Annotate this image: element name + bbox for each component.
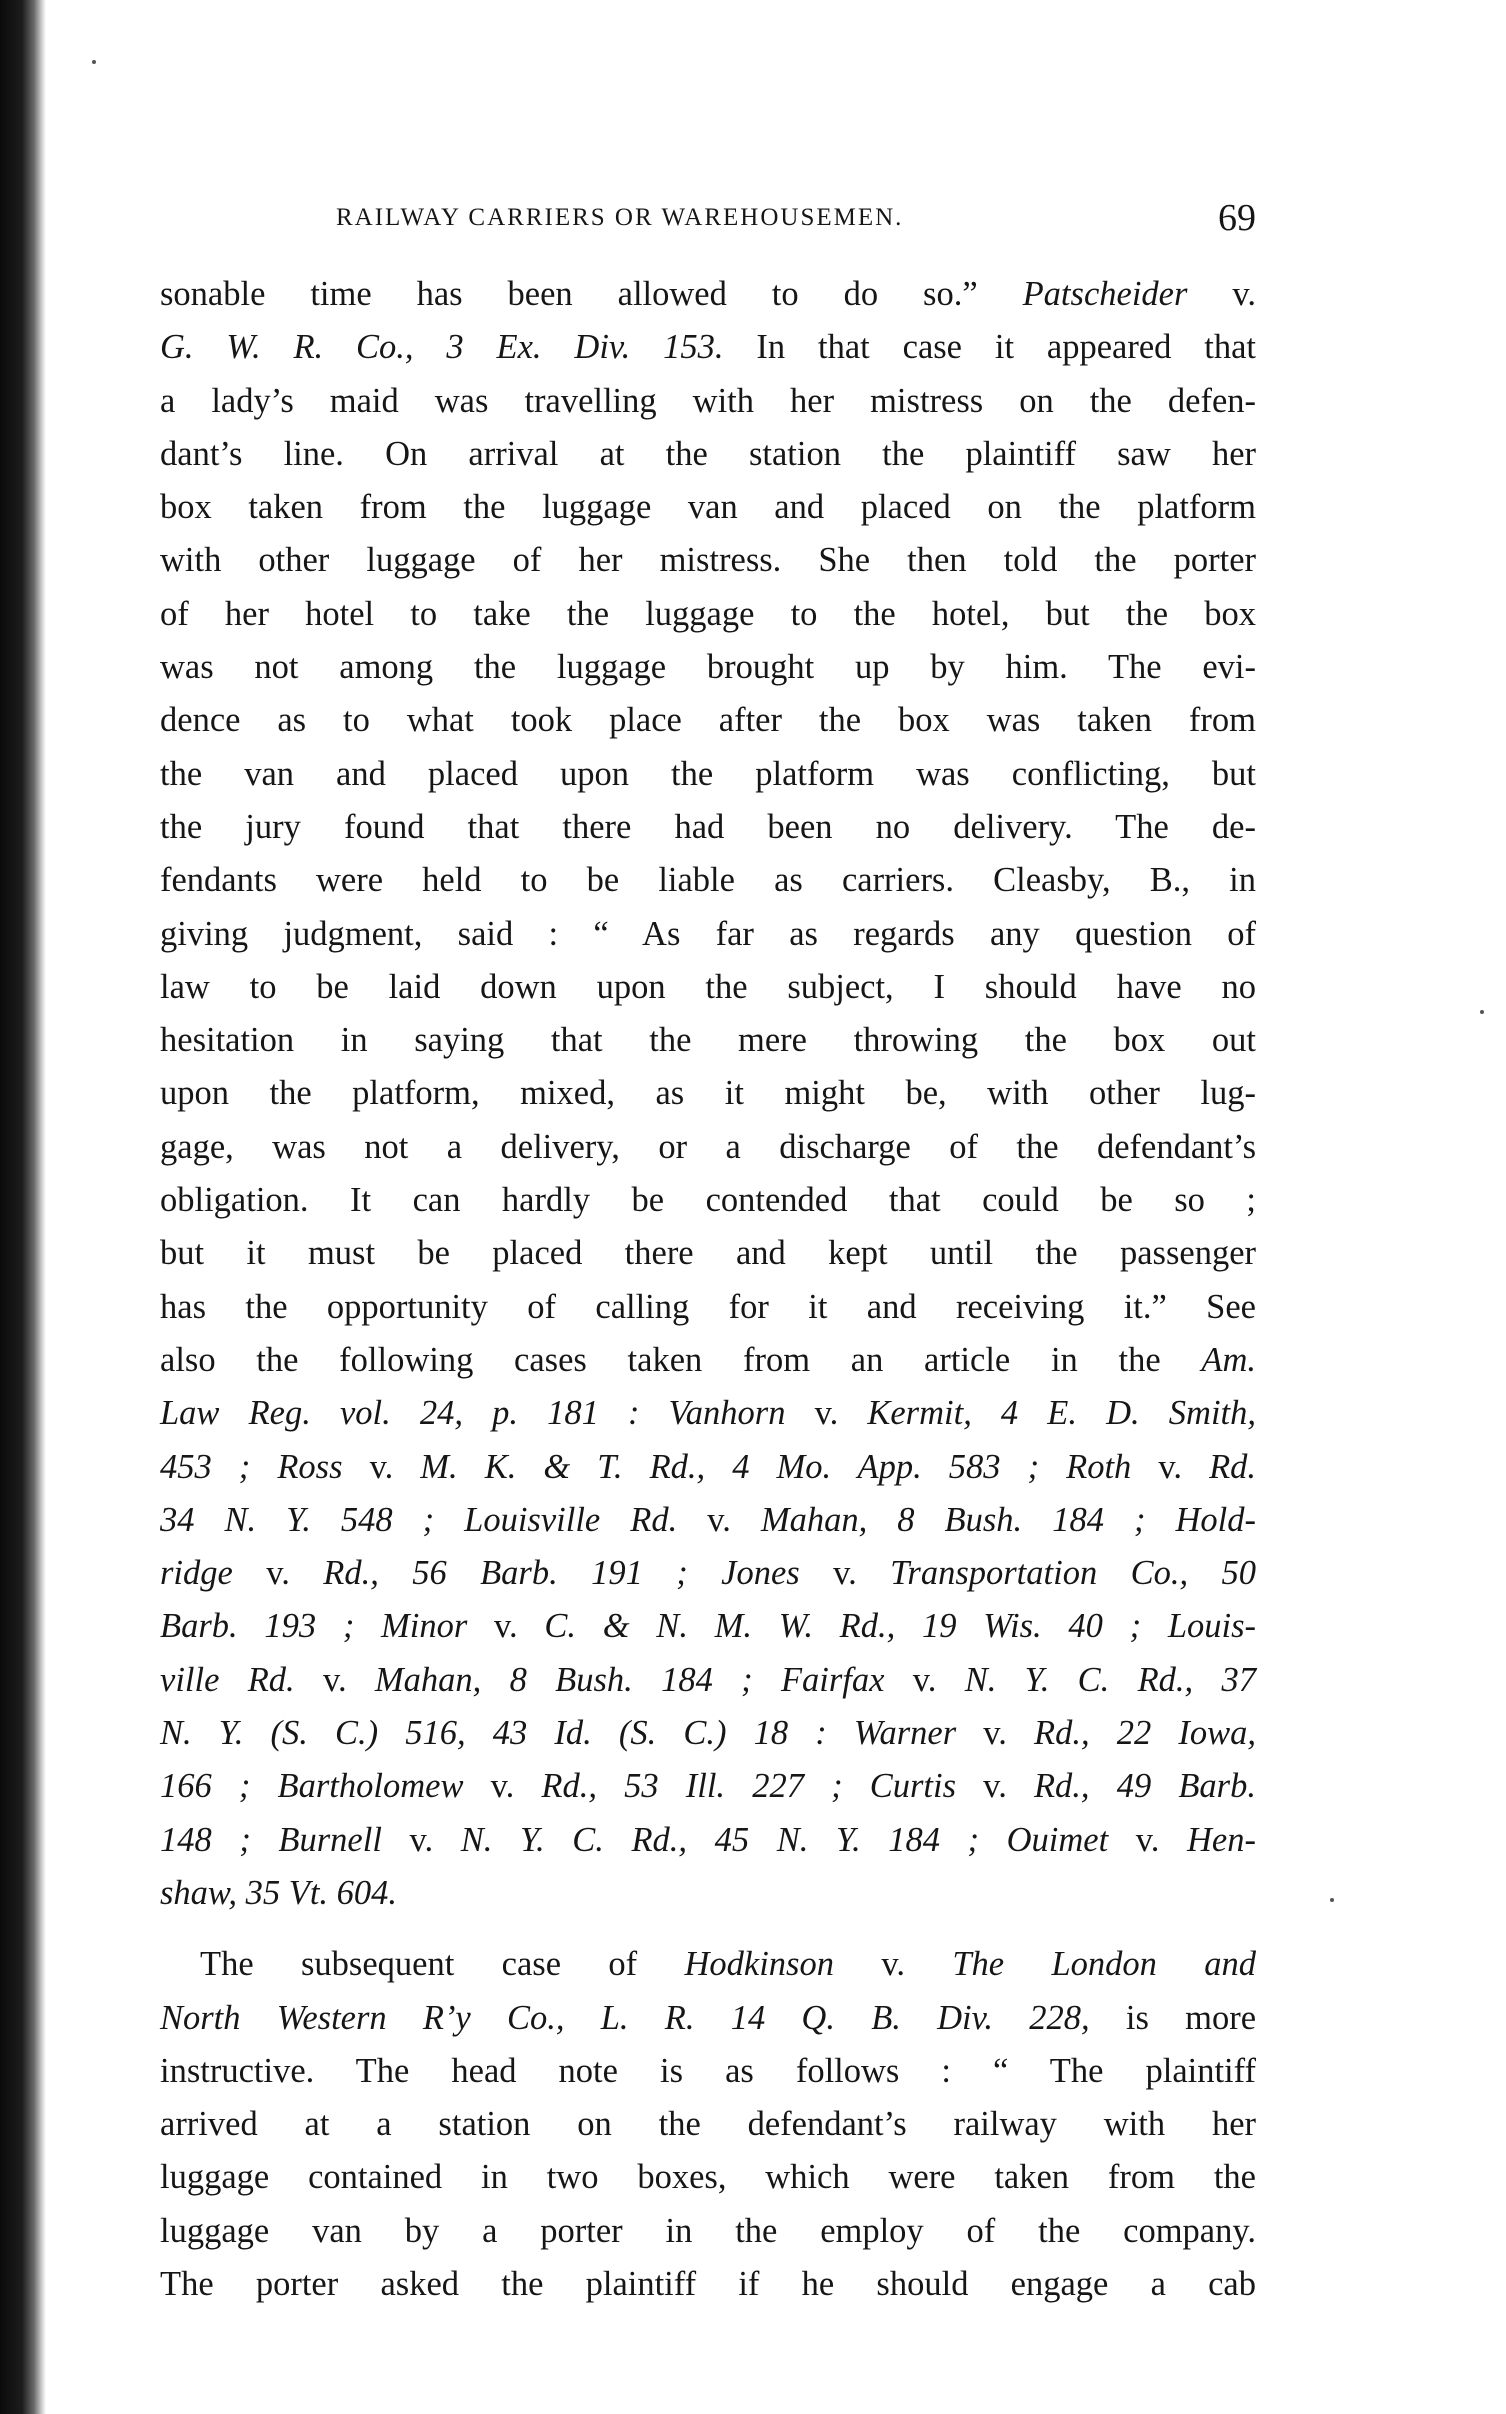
text-segment: luggage van by a porter in the employ of the company. bbox=[160, 2211, 1256, 2250]
paragraph bbox=[160, 1938, 1256, 2311]
text-segment: also the following cases taken from an article in the bbox=[160, 1340, 1202, 1379]
text-segment: v. bbox=[342, 1447, 421, 1486]
italic-citation: Rd. bbox=[1209, 1447, 1257, 1486]
text-line bbox=[160, 1707, 1256, 1760]
text-line bbox=[160, 481, 1256, 534]
text-line bbox=[160, 1067, 1256, 1120]
paragraph-gap bbox=[160, 1920, 1256, 1938]
italic-citation: Rd., 56 Barb. 191 ; Jones bbox=[323, 1554, 800, 1593]
text-line bbox=[160, 1547, 1256, 1600]
text-segment: gage, was not a delivery, or a discharge of the defendant’s bbox=[160, 1127, 1256, 1166]
italic-citation: Mahan, 8 Bush. 184 ; Hold- bbox=[760, 1500, 1256, 1539]
italic-citation: ville Rd. bbox=[160, 1660, 295, 1699]
italic-citation: 148 ; Burnell bbox=[160, 1820, 382, 1859]
italic-citation: N. Y. (S. C.) 516, 43 Id. (S. C.) 18 : Warner bbox=[160, 1714, 957, 1753]
text-segment: v. bbox=[956, 1714, 1035, 1753]
text-segment: hesitation in saying that the mere throwing the box out bbox=[160, 1021, 1256, 1060]
page-header bbox=[336, 196, 1256, 246]
italic-citation: C. & N. M. W. Rd., 19 Wis. 40 ; Louis- bbox=[544, 1607, 1257, 1646]
text-segment: upon the platform, mixed, as it might be, with other lug- bbox=[160, 1074, 1256, 1113]
paper-speck bbox=[1330, 1898, 1334, 1902]
text-segment: law to be laid down upon the subject, I should have no bbox=[160, 967, 1256, 1006]
paper-speck bbox=[1480, 1010, 1484, 1014]
italic-citation: ridge bbox=[160, 1554, 233, 1593]
italic-citation: 453 ; Ross bbox=[160, 1447, 343, 1486]
text-segment: v. bbox=[799, 1554, 891, 1593]
italic-citation: Patscheider bbox=[1022, 275, 1188, 313]
text-segment: is more bbox=[1089, 1998, 1257, 2037]
text-segment: arrived at a station on the defendant’s railway with her bbox=[160, 2105, 1256, 2144]
text-segment: instructive. The head note is as follows : “ The plaintiff bbox=[160, 2051, 1256, 2090]
text-segment: was not among the luggage brought up by him. The evi- bbox=[160, 648, 1256, 687]
text-line bbox=[160, 1867, 1256, 1920]
text-segment: sonable time has been allowed to do so.” bbox=[160, 275, 1023, 313]
italic-citation: The London and bbox=[952, 1945, 1256, 1984]
text-line bbox=[160, 321, 1256, 374]
italic-citation: 34 N. Y. 548 ; Louisville Rd. bbox=[160, 1500, 678, 1539]
text-segment: v. bbox=[294, 1660, 375, 1699]
text-segment: with other luggage of her mistress. She then told the porter bbox=[160, 541, 1256, 580]
text-segment: luggage contained in two boxes, which were taken from the bbox=[160, 2158, 1256, 2197]
page-number: 69 bbox=[1218, 197, 1256, 239]
text-segment: v. bbox=[956, 1767, 1034, 1806]
italic-citation: Rd., 22 Iowa, bbox=[1034, 1714, 1257, 1753]
text-segment: v. bbox=[1131, 1447, 1210, 1486]
text-segment: v. bbox=[381, 1820, 461, 1859]
italic-citation: 166 ; Bartholomew bbox=[160, 1767, 464, 1806]
paper-speck bbox=[92, 60, 96, 64]
text-line bbox=[160, 1174, 1256, 1227]
text-line bbox=[160, 268, 1256, 321]
text-segment: v. bbox=[833, 1945, 953, 1984]
text-segment: v. bbox=[1108, 1820, 1188, 1859]
italic-citation: G. W. R. Co., 3 Ex. Div. 153. bbox=[160, 328, 724, 367]
text-segment: In that case it appeared that bbox=[723, 328, 1256, 367]
text-line bbox=[160, 2258, 1256, 2311]
text-line bbox=[160, 694, 1256, 747]
text-segment: but it must be placed there and kept until the passenger bbox=[160, 1234, 1256, 1273]
italic-citation: Transportation Co., 50 bbox=[890, 1554, 1256, 1593]
paragraph bbox=[160, 268, 1256, 1920]
text-line bbox=[160, 1600, 1256, 1653]
italic-citation: Law Reg. vol. 24, p. 181 : Vanhorn bbox=[160, 1394, 786, 1433]
text-segment: box taken from the luggage van and placed on the platform bbox=[160, 488, 1256, 527]
italic-citation: Am. bbox=[1201, 1340, 1256, 1379]
italic-citation: Rd., 49 Barb. bbox=[1033, 1767, 1256, 1806]
text-segment: dence as to what took place after the box was taken from bbox=[160, 701, 1256, 740]
italic-citation: N. Y. C. Rd., 37 bbox=[964, 1660, 1256, 1699]
text-line bbox=[160, 748, 1256, 801]
book-spine-shadow bbox=[0, 0, 46, 2414]
text-line bbox=[160, 1441, 1256, 1494]
italic-citation: M. K. & T. Rd., 4 Mo. App. 583 ; Roth bbox=[420, 1447, 1132, 1486]
text-line bbox=[160, 588, 1256, 641]
text-line bbox=[160, 2205, 1256, 2258]
text-segment: v. bbox=[463, 1767, 542, 1806]
italic-citation: Barb. 193 ; Minor bbox=[160, 1607, 468, 1646]
text-segment: v. bbox=[884, 1660, 965, 1699]
text-segment: v. bbox=[1187, 275, 1256, 313]
italic-citation: N. Y. C. Rd., 45 N. Y. 184 ; Ouimet bbox=[460, 1820, 1109, 1859]
text-segment: has the opportunity of calling for it and receiving it.” See bbox=[160, 1287, 1256, 1326]
text-line bbox=[160, 534, 1256, 587]
text-segment: v. bbox=[785, 1394, 868, 1433]
text-line bbox=[160, 1814, 1256, 1867]
text-segment: fendants were held to be liable as carriers. Cleasby, B., in bbox=[160, 861, 1256, 900]
text-segment: of her hotel to take the luggage to the hotel, but the box bbox=[160, 594, 1256, 633]
text-segment: dant’s line. On arrival at the station the plaintiff saw her bbox=[160, 434, 1256, 473]
italic-citation: North Western R’y Co., L. R. 14 Q. B. Div. 228, bbox=[160, 1998, 1090, 2037]
text-line bbox=[160, 1654, 1256, 1707]
text-line bbox=[160, 1227, 1256, 1280]
body-text bbox=[160, 268, 1256, 2311]
text-line bbox=[160, 801, 1256, 854]
text-line bbox=[160, 1121, 1256, 1174]
text-line bbox=[160, 1760, 1256, 1813]
text-line bbox=[160, 1281, 1256, 1334]
text-line bbox=[160, 1992, 1256, 2045]
text-line bbox=[160, 854, 1256, 907]
italic-citation: shaw, 35 Vt. 604. bbox=[160, 1873, 398, 1912]
text-line bbox=[160, 2045, 1256, 2098]
italic-citation: Mahan, 8 Bush. 184 ; Fairfax bbox=[374, 1660, 885, 1699]
text-segment: giving judgment, said : “ As far as regards any question of bbox=[160, 914, 1256, 953]
text-line bbox=[160, 961, 1256, 1014]
italic-citation: Hen- bbox=[1187, 1820, 1256, 1859]
text-line bbox=[160, 1334, 1256, 1387]
text-segment: obligation. It can hardly be contended that could be so ; bbox=[160, 1181, 1256, 1220]
italic-citation: Rd., 53 Ill. 227 ; Curtis bbox=[541, 1767, 957, 1806]
text-segment: v. bbox=[467, 1607, 545, 1646]
text-line bbox=[160, 2098, 1256, 2151]
running-title: RAILWAY CARRIERS OR WAREHOUSEMEN. bbox=[336, 204, 904, 231]
text-segment: the jury found that there had been no delivery. The de- bbox=[160, 807, 1256, 846]
text-segment: the van and placed upon the platform was conflicting, but bbox=[160, 754, 1256, 793]
text-line bbox=[160, 2151, 1256, 2204]
text-segment: The porter asked the plaintiff if he should engage a cab bbox=[160, 2264, 1256, 2303]
text-segment: The subsequent case of bbox=[200, 1945, 685, 1984]
text-line bbox=[160, 908, 1256, 961]
text-line bbox=[160, 375, 1256, 428]
text-segment: v. bbox=[677, 1500, 761, 1539]
italic-citation: Kermit, 4 E. D. Smith, bbox=[867, 1394, 1256, 1433]
text-line bbox=[160, 1014, 1256, 1067]
text-line bbox=[160, 1494, 1256, 1547]
text-line bbox=[160, 428, 1256, 481]
text-segment: a lady’s maid was travelling with her mistress on the defen- bbox=[160, 381, 1256, 420]
text-segment: v. bbox=[232, 1554, 324, 1593]
text-line bbox=[160, 641, 1256, 694]
text-line bbox=[160, 1938, 1256, 1991]
italic-citation: Hodkinson bbox=[684, 1945, 834, 1984]
text-line bbox=[160, 1387, 1256, 1440]
